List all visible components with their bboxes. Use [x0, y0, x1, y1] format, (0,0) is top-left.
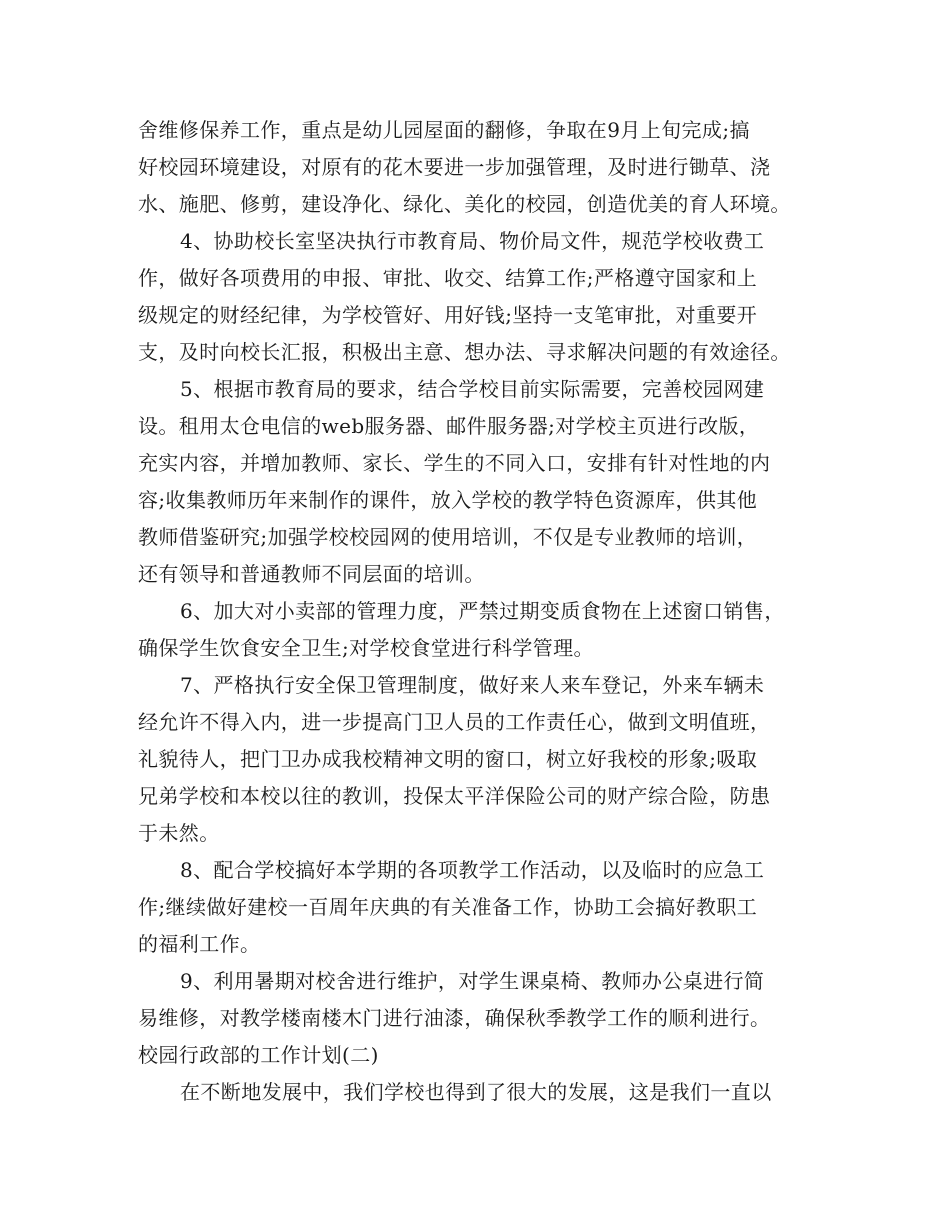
text-line: 的福利工作。 [138, 932, 261, 956]
text-line: 级规定的财经纪律，为学校管好、用好钱;坚持一支笔审批，对重要开 [138, 303, 758, 327]
text-line: 容;收集教师历年来制作的课件，放入学校的教学特色资源库，供其他 [138, 488, 758, 512]
text-line: 兄弟学校和本校以往的教训，投保太平洋保险公司的财产综合险，防患 [138, 784, 771, 808]
text-line: 易维修，对教学楼南楼木门进行油漆，确保秋季教学工作的顺利进行。 [138, 1006, 771, 1030]
text-line: 确保学生饮食安全卫生;对学校食堂进行科学管理。 [138, 636, 594, 660]
paragraph-start: 5、根据市教育局的要求，结合学校目前实际需要，完善校园网建 [180, 377, 765, 401]
paragraph-start: 7、严格执行安全保卫管理制度，做好来人来车登记，外来车辆未 [180, 673, 765, 697]
text-line: 水、施肥、修剪，建设净化、绿化、美化的校园，创造优美的育人环境。 [138, 192, 791, 216]
text-line: 还有领导和普通教师不同层面的培训。 [138, 562, 485, 586]
paragraph-start: 9、利用暑期对校舍进行维护，对学生课桌椅、教师办公桌进行简 [180, 969, 765, 993]
text-line: 经允许不得入内，进一步提高门卫人员的工作责任心，做到文明值班， [138, 710, 771, 734]
text-line: 支，及时向校长汇报，积极出主意、想办法、寻求解决问题的有效途径。 [138, 340, 791, 364]
paragraph-start: 在不断地发展中，我们学校也得到了很大的发展，这是我们一直以 [180, 1080, 772, 1104]
text-line: 作，做好各项费用的申报、审批、收交、结算工作;严格遵守国家和上 [138, 266, 758, 290]
section-heading: 校园行政部的工作计划(二) [138, 1043, 379, 1067]
paragraph-start: 4、协助校长室坚决执行市教育局、物价局文件，规范学校收费工 [180, 229, 765, 253]
text-line: 作;继续做好建校一百周年庆典的有关准备工作，协助工会搞好教职工 [138, 895, 758, 919]
text-line: 礼貌待人，把门卫办成我校精神文明的窗口，树立好我校的形象;吸取 [138, 747, 758, 771]
text-line: 于未然。 [138, 821, 220, 845]
text-line: 教师借鉴研究;加强学校校园网的使用培训，不仅是专业教师的培训， [138, 525, 758, 549]
text-line: 好校园环境建设，对原有的花木要进一步加强管理，及时进行锄草、浇 [138, 155, 771, 179]
text-line: 舍维修保养工作，重点是幼儿园屋面的翻修，争取在9月上旬完成;搞 [138, 118, 750, 142]
paragraph-start: 8、配合学校搞好本学期的各项教学工作活动，以及临时的应急工 [180, 858, 765, 882]
text-line: 设。租用太仓电信的web服务器、邮件服务器;对学校主页进行改版， [138, 414, 760, 438]
text-line: 充实内容，并增加教师、家长、学生的不同入口，安排有针对性地的内 [138, 451, 771, 475]
paragraph-start: 6、加大对小卖部的管理力度，严禁过期变质食物在上述窗口销售， [180, 599, 785, 623]
